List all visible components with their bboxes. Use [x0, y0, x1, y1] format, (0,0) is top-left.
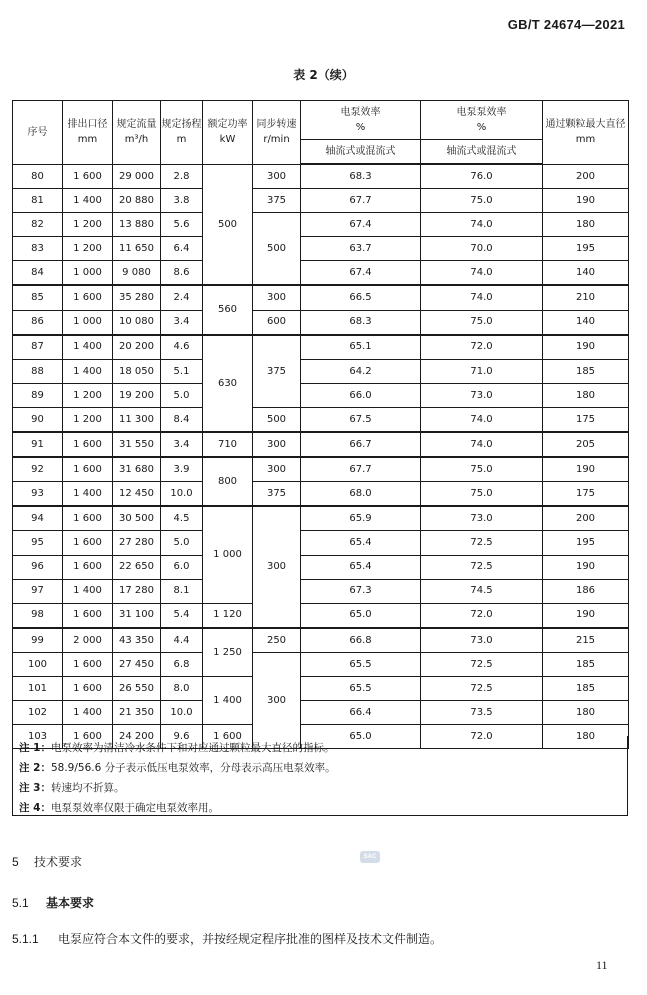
cell-seq: 95 [13, 531, 63, 555]
cell-pump-eff: 66.8 [301, 628, 421, 653]
cell-seq: 83 [13, 237, 63, 261]
cell-pump-only-eff: 72.5 [421, 555, 543, 579]
cell-pump-eff: 66.7 [301, 432, 421, 457]
cell-power: 1 400 [203, 676, 253, 724]
table-row [13, 310, 629, 335]
cell-pump-only-eff: 71.0 [421, 359, 543, 383]
cell-outlet: 1 600 [63, 725, 113, 749]
cell-particle: 185 [543, 676, 629, 700]
cell-head: 5.0 [161, 531, 203, 555]
cell-head: 4.5 [161, 506, 203, 531]
col-header-outlet: 排出口径 mm [63, 101, 113, 165]
table-row [13, 359, 629, 383]
standard-code: GB/T 24674—2021 [507, 17, 625, 32]
cell-flow: 13 880 [113, 213, 161, 237]
col-header-power: 额定功率 kW [203, 101, 253, 165]
cell-head: 8.6 [161, 261, 203, 286]
cell-flow: 10 080 [113, 310, 161, 335]
cell-pump-only-eff: 73.5 [421, 701, 543, 725]
cell-seq: 101 [13, 676, 63, 700]
cell-pump-eff: 67.5 [301, 407, 421, 432]
sac-watermark-logo: SAC [360, 851, 380, 863]
cell-seq: 103 [13, 725, 63, 749]
table-caption: 表 2（续） [293, 68, 354, 82]
cell-flow: 24 200 [113, 725, 161, 749]
cell-pump-only-eff: 72.5 [421, 652, 543, 676]
cell-particle: 175 [543, 482, 629, 507]
cell-head: 4.6 [161, 335, 203, 360]
cell-pump-only-eff: 75.0 [421, 482, 543, 507]
cell-pump-eff: 68.3 [301, 310, 421, 335]
cell-pump-eff: 67.3 [301, 579, 421, 603]
cell-outlet: 1 600 [63, 652, 113, 676]
cell-particle: 195 [543, 237, 629, 261]
cell-speed: 600 [253, 310, 301, 335]
cell-outlet: 1 400 [63, 482, 113, 507]
cell-flow: 30 500 [113, 506, 161, 531]
cell-speed: 375 [253, 482, 301, 507]
cell-speed: 300 [253, 457, 301, 482]
cell-outlet: 1 400 [63, 701, 113, 725]
table-row [13, 189, 629, 213]
col-header-pump-only-eff: 电泵泵效率 % [421, 101, 543, 140]
table-row [13, 285, 629, 310]
col-header-pump-eff: 电泵效率 % [301, 101, 421, 140]
table-row [13, 335, 629, 360]
cell-speed: 300 [253, 432, 301, 457]
table-row [13, 432, 629, 457]
note-item: 注 3：转速均不折算。 [19, 782, 125, 794]
cell-speed: 300 [253, 506, 301, 627]
cell-pump-only-eff: 74.5 [421, 579, 543, 603]
cell-outlet: 1 600 [63, 603, 113, 628]
pump-spec-table [12, 100, 629, 749]
cell-seq: 89 [13, 383, 63, 407]
cell-outlet: 1 400 [63, 359, 113, 383]
cell-pump-only-eff: 75.0 [421, 457, 543, 482]
cell-particle: 185 [543, 359, 629, 383]
cell-pump-only-eff: 74.0 [421, 213, 543, 237]
cell-speed: 250 [253, 628, 301, 653]
note-item: 注 4：电泵泵效率仅限于确定电泵效率用。 [19, 802, 219, 814]
table-row [13, 261, 629, 286]
cell-particle: 215 [543, 628, 629, 653]
cell-power: 1 250 [203, 628, 253, 677]
table-row [13, 531, 629, 555]
cell-outlet: 1 600 [63, 164, 113, 189]
cell-head: 6.8 [161, 652, 203, 676]
cell-seq: 80 [13, 164, 63, 189]
cell-pump-only-eff: 74.0 [421, 285, 543, 310]
cell-pump-eff: 65.4 [301, 555, 421, 579]
col-header-particle: 通过颗粒最大直径 mm [543, 101, 629, 165]
cell-head: 3.4 [161, 432, 203, 457]
cell-pump-eff: 65.0 [301, 725, 421, 749]
cell-speed: 500 [253, 213, 301, 286]
cell-head: 5.6 [161, 213, 203, 237]
cell-pump-only-eff: 75.0 [421, 189, 543, 213]
cell-particle: 205 [543, 432, 629, 457]
cell-seq: 92 [13, 457, 63, 482]
cell-outlet: 1 600 [63, 457, 113, 482]
cell-head: 3.8 [161, 189, 203, 213]
cell-outlet: 1 600 [63, 506, 113, 531]
cell-outlet: 2 000 [63, 628, 113, 653]
cell-outlet: 1 600 [63, 676, 113, 700]
cell-head: 8.1 [161, 579, 203, 603]
cell-particle: 175 [543, 407, 629, 432]
cell-head: 4.4 [161, 628, 203, 653]
table-row [13, 603, 629, 628]
cell-seq: 99 [13, 628, 63, 653]
cell-particle: 190 [543, 189, 629, 213]
cell-outlet: 1 200 [63, 237, 113, 261]
table-row [13, 652, 629, 676]
page-number: 11 [596, 958, 608, 972]
table-row [13, 555, 629, 579]
col-subheader-pump-only-eff: 轴流式或混流式 [421, 140, 543, 165]
cell-flow: 20 200 [113, 335, 161, 360]
col-header-head: 规定扬程 m [161, 101, 203, 165]
cell-outlet: 1 000 [63, 310, 113, 335]
cell-head: 5.1 [161, 359, 203, 383]
table-row [13, 482, 629, 507]
cell-head: 6.4 [161, 237, 203, 261]
cell-flow: 21 350 [113, 701, 161, 725]
cell-particle: 180 [543, 383, 629, 407]
cell-power: 500 [203, 164, 253, 285]
cell-flow: 11 650 [113, 237, 161, 261]
cell-head: 10.0 [161, 701, 203, 725]
cell-pump-only-eff: 72.0 [421, 725, 543, 749]
table-row [13, 213, 629, 237]
cell-particle: 200 [543, 164, 629, 189]
cell-outlet: 1 200 [63, 407, 113, 432]
cell-pump-eff: 68.0 [301, 482, 421, 507]
cell-seq: 96 [13, 555, 63, 579]
cell-flow: 9 080 [113, 261, 161, 286]
cell-particle: 180 [543, 213, 629, 237]
table-row [13, 701, 629, 725]
cell-speed: 300 [253, 285, 301, 310]
cell-flow: 17 280 [113, 579, 161, 603]
cell-head: 3.9 [161, 457, 203, 482]
cell-pump-eff: 67.4 [301, 261, 421, 286]
table-row [13, 383, 629, 407]
cell-pump-only-eff: 74.0 [421, 432, 543, 457]
cell-head: 10.0 [161, 482, 203, 507]
cell-speed: 375 [253, 335, 301, 408]
cell-pump-eff: 66.4 [301, 701, 421, 725]
cell-particle: 186 [543, 579, 629, 603]
cell-seq: 81 [13, 189, 63, 213]
note-item: 注 2：58.9/56.6 分子表示低压电泵效率，分母表示高压电泵效率。 [19, 762, 336, 774]
cell-speed: 375 [253, 189, 301, 213]
section-5-1-1-paragraph: 5.1.1 电泵应符合本文件的要求，并按经规定程序批准的图样及技术文件制造。 [12, 932, 443, 946]
cell-power: 1 600 [203, 725, 253, 749]
col-subheader-pump-eff: 轴流式或混流式 [301, 140, 421, 165]
cell-speed: 500 [253, 407, 301, 432]
cell-flow: 43 350 [113, 628, 161, 653]
cell-outlet: 1 600 [63, 432, 113, 457]
cell-flow: 26 550 [113, 676, 161, 700]
cell-seq: 85 [13, 285, 63, 310]
cell-power: 630 [203, 335, 253, 432]
cell-seq: 91 [13, 432, 63, 457]
table-row [13, 407, 629, 432]
cell-outlet: 1 600 [63, 555, 113, 579]
cell-flow: 12 450 [113, 482, 161, 507]
col-header-seq: 序号 [13, 101, 63, 165]
cell-pump-only-eff: 74.0 [421, 407, 543, 432]
cell-power: 1 000 [203, 506, 253, 603]
cell-seq: 88 [13, 359, 63, 383]
table-row [13, 676, 629, 700]
cell-seq: 94 [13, 506, 63, 531]
cell-power: 800 [203, 457, 253, 506]
cell-outlet: 1 400 [63, 189, 113, 213]
cell-seq: 100 [13, 652, 63, 676]
cell-pump-eff: 65.4 [301, 531, 421, 555]
cell-head: 5.4 [161, 603, 203, 628]
cell-speed: 300 [253, 164, 301, 189]
cell-seq: 84 [13, 261, 63, 286]
cell-flow: 18 050 [113, 359, 161, 383]
cell-pump-eff: 67.7 [301, 189, 421, 213]
cell-outlet: 1 400 [63, 335, 113, 360]
cell-head: 6.0 [161, 555, 203, 579]
cell-seq: 93 [13, 482, 63, 507]
cell-pump-eff: 65.1 [301, 335, 421, 360]
cell-flow: 31 550 [113, 432, 161, 457]
cell-particle: 190 [543, 555, 629, 579]
cell-speed: 300 [253, 652, 301, 748]
cell-flow: 20 880 [113, 189, 161, 213]
note-item: 注 1：电泵效率为清洁冷水条件下和对应通过颗粒最大直径的指标。 [19, 742, 335, 754]
cell-seq: 86 [13, 310, 63, 335]
cell-seq: 98 [13, 603, 63, 628]
table-row [13, 457, 629, 482]
cell-particle: 200 [543, 506, 629, 531]
cell-pump-eff: 66.0 [301, 383, 421, 407]
cell-flow: 29 000 [113, 164, 161, 189]
cell-outlet: 1 200 [63, 383, 113, 407]
cell-pump-eff: 66.5 [301, 285, 421, 310]
cell-flow: 19 200 [113, 383, 161, 407]
cell-outlet: 1 600 [63, 531, 113, 555]
table-row [13, 237, 629, 261]
cell-pump-eff: 67.7 [301, 457, 421, 482]
cell-pump-only-eff: 70.0 [421, 237, 543, 261]
cell-particle: 185 [543, 652, 629, 676]
cell-pump-only-eff: 73.0 [421, 506, 543, 531]
cell-head: 2.8 [161, 164, 203, 189]
cell-pump-eff: 67.4 [301, 213, 421, 237]
col-header-flow: 规定流量 m³/h [113, 101, 161, 165]
cell-particle: 180 [543, 725, 629, 749]
cell-flow: 11 300 [113, 407, 161, 432]
cell-pump-eff: 65.5 [301, 652, 421, 676]
cell-head: 3.4 [161, 310, 203, 335]
cell-seq: 102 [13, 701, 63, 725]
table-row [13, 628, 629, 653]
cell-pump-eff: 65.0 [301, 603, 421, 628]
section-5-heading: 5 技术要求 [12, 855, 83, 869]
cell-pump-eff: 64.2 [301, 359, 421, 383]
cell-pump-only-eff: 73.0 [421, 628, 543, 653]
cell-pump-only-eff: 74.0 [421, 261, 543, 286]
cell-flow: 31 680 [113, 457, 161, 482]
cell-particle: 140 [543, 310, 629, 335]
cell-pump-only-eff: 75.0 [421, 310, 543, 335]
cell-seq: 90 [13, 407, 63, 432]
table-notes [12, 736, 628, 816]
cell-pump-eff: 63.7 [301, 237, 421, 261]
cell-pump-eff: 68.3 [301, 164, 421, 189]
section-5-1-heading: 5.1 基本要求 [12, 896, 95, 910]
cell-outlet: 1 000 [63, 261, 113, 286]
cell-particle: 190 [543, 335, 629, 360]
cell-power: 560 [203, 285, 253, 334]
cell-seq: 82 [13, 213, 63, 237]
cell-particle: 140 [543, 261, 629, 286]
cell-particle: 195 [543, 531, 629, 555]
cell-outlet: 1 400 [63, 579, 113, 603]
cell-pump-only-eff: 72.0 [421, 603, 543, 628]
col-header-speed: 同步转速 r/min [253, 101, 301, 165]
cell-flow: 27 450 [113, 652, 161, 676]
table-row [13, 506, 629, 531]
cell-pump-only-eff: 72.5 [421, 531, 543, 555]
cell-power: 1 120 [203, 603, 253, 628]
cell-flow: 27 280 [113, 531, 161, 555]
cell-seq: 87 [13, 335, 63, 360]
cell-outlet: 1 600 [63, 285, 113, 310]
cell-seq: 97 [13, 579, 63, 603]
cell-head: 8.4 [161, 407, 203, 432]
cell-outlet: 1 200 [63, 213, 113, 237]
cell-particle: 180 [543, 701, 629, 725]
cell-head: 9.6 [161, 725, 203, 749]
cell-head: 2.4 [161, 285, 203, 310]
cell-pump-only-eff: 76.0 [421, 164, 543, 189]
cell-particle: 190 [543, 457, 629, 482]
cell-flow: 22 650 [113, 555, 161, 579]
table-row [13, 164, 629, 189]
cell-flow: 35 280 [113, 285, 161, 310]
cell-pump-only-eff: 72.0 [421, 335, 543, 360]
cell-particle: 190 [543, 603, 629, 628]
cell-flow: 31 100 [113, 603, 161, 628]
cell-pump-only-eff: 73.0 [421, 383, 543, 407]
cell-particle: 210 [543, 285, 629, 310]
cell-head: 8.0 [161, 676, 203, 700]
cell-pump-eff: 65.5 [301, 676, 421, 700]
cell-pump-only-eff: 72.5 [421, 676, 543, 700]
cell-power: 710 [203, 432, 253, 457]
table-row [13, 579, 629, 603]
cell-pump-eff: 65.9 [301, 506, 421, 531]
cell-head: 5.0 [161, 383, 203, 407]
